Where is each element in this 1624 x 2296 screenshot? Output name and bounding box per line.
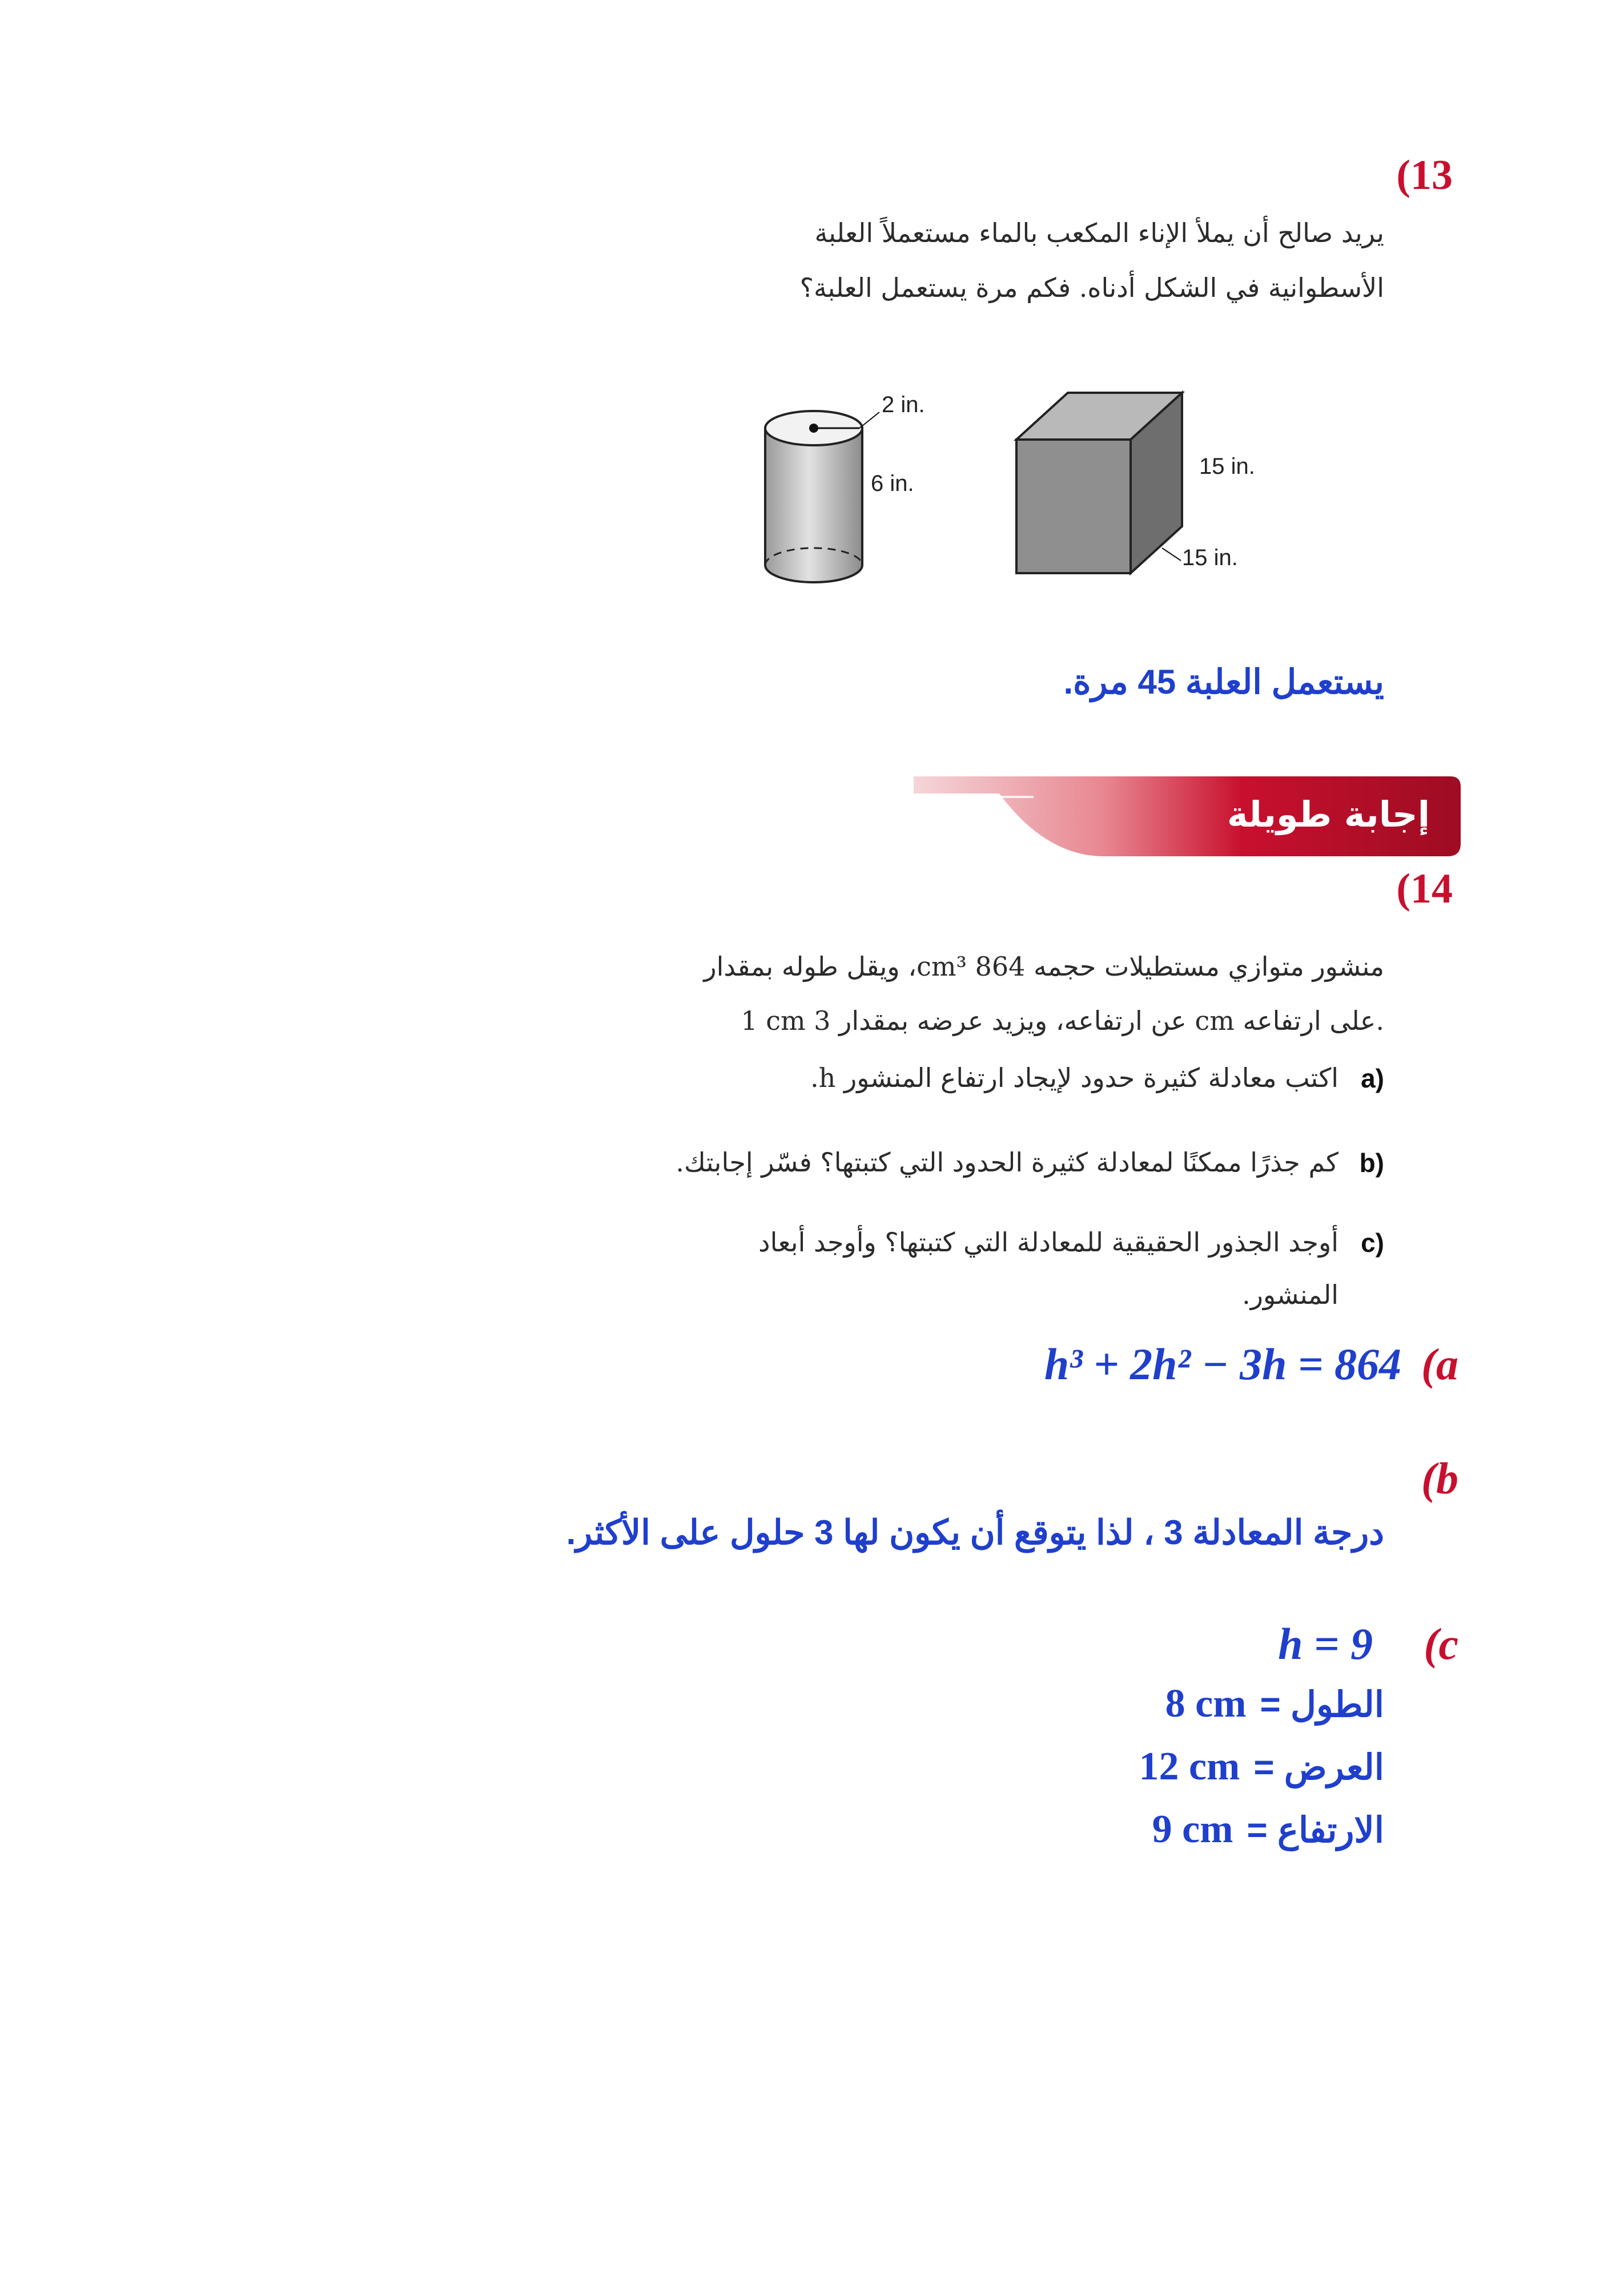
dimension-length-row: [1165, 1681, 1384, 1727]
cube-shape: [1016, 393, 1182, 573]
answer-a-label: (a: [1421, 1339, 1458, 1389]
cylinder-radius-label: 2 in.: [882, 392, 925, 417]
question-13-text-line-1: يريد صالح أن يملأ الإناء المكعب بالماء مستعملاً العلبة: [814, 217, 1384, 248]
answer-b-label: (b: [1421, 1453, 1458, 1503]
answer-c-label: (c: [1424, 1619, 1458, 1669]
answer-c-root: h = 9: [1278, 1619, 1373, 1669]
part-c-text-line-2: المنشور.: [1242, 1279, 1338, 1310]
question-13-answer: يستعمل العلبة 45 مرة.: [1063, 663, 1384, 701]
part-a-text: اكتب معادلة كثيرة حدود لإيجاد ارتفاع المنشور h.: [810, 1062, 1338, 1093]
long-answer-banner-label: إجابة طويلة: [1227, 793, 1430, 835]
cylinder-height-label: 6 in.: [871, 471, 914, 496]
cylinder-shape: [765, 411, 879, 582]
part-b-label: b): [1359, 1148, 1384, 1178]
dimension-width-row: [1139, 1744, 1384, 1790]
height-value: 9 cm: [1152, 1807, 1233, 1851]
question-13-figure: [742, 377, 1313, 617]
part-b-text: كم جذرًا ممكنًا لمعادلة كثيرة الحدود التي كتبتها؟ فسّر إجابتك.: [676, 1147, 1338, 1178]
dimension-height-row: [1152, 1807, 1384, 1852]
answer-a-equation: h³ + 2h² − 3h = 864: [1044, 1339, 1401, 1389]
question-13-number: (13: [1396, 152, 1453, 199]
part-c-label: c): [1361, 1228, 1384, 1258]
answer-b-text: درجة المعادلة 3 ، لذا يتوقع أن يكون لها 3 حلول على الأكثر.: [566, 1513, 1384, 1552]
question-13-text-line-2: الأسطوانية في الشكل أدناه. فكم مرة يستعمل العلبة؟: [799, 272, 1384, 303]
width-value: 12 cm: [1139, 1745, 1240, 1789]
question-14-text-line-2: 1 cm عن ارتفاعه، ويزيد عرضه بمقدار 3 cm على ارتفاعه.: [741, 1005, 1384, 1036]
width-label: العرض =: [1253, 1748, 1384, 1787]
height-label: الارتفاع =: [1247, 1811, 1384, 1850]
question-14-text-line-1: منشور متوازي مستطيلات حجمه 864 cm³، ويقل طوله بمقدار: [704, 951, 1384, 982]
part-a-label: a): [1361, 1064, 1384, 1093]
question-14-number: (14: [1396, 865, 1453, 912]
length-value: 8 cm: [1165, 1682, 1247, 1726]
cube-side-label-1: 15 in.: [1199, 454, 1255, 479]
cube-side-label-2: 15 in.: [1182, 545, 1238, 570]
part-c-text-line-1: أوجد الجذور الحقيقية للمعادلة التي كتبتها؟ وأوجد أبعاد: [758, 1227, 1338, 1258]
length-label: الطول =: [1260, 1685, 1384, 1725]
